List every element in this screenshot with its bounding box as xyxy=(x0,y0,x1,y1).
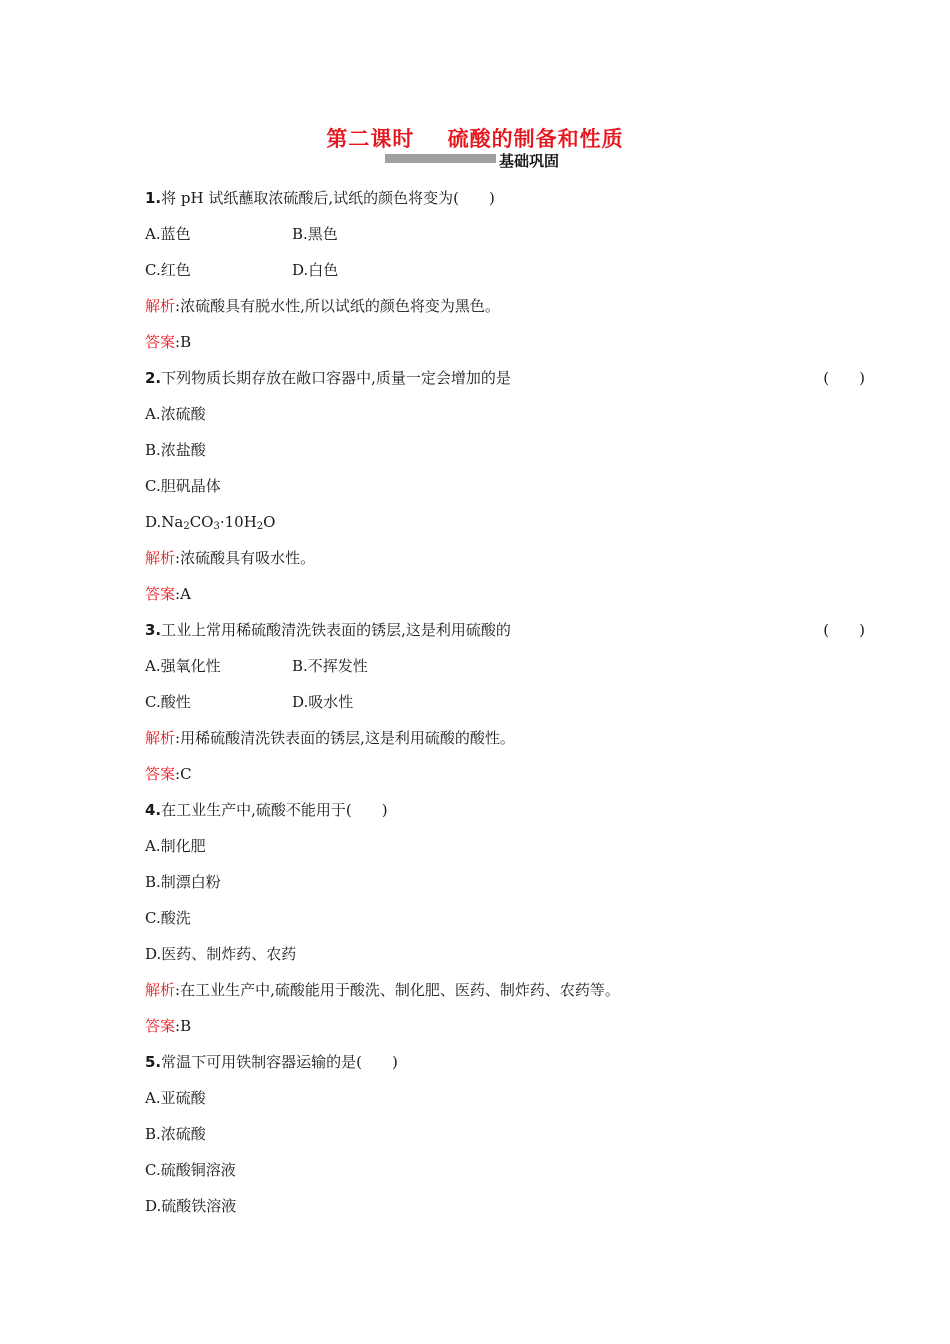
answer-text: :A xyxy=(175,585,191,603)
option-a: A.浓硫酸 xyxy=(145,405,206,423)
question-number: 2. xyxy=(145,369,162,387)
analysis xyxy=(145,540,865,576)
answer-label: 答案 xyxy=(145,1017,176,1035)
analysis-label: 解析 xyxy=(145,549,176,567)
analysis-text: :浓硫酸具有吸水性。 xyxy=(175,549,316,567)
question-2 xyxy=(145,360,865,396)
option-d: D.硫酸铁溶液 xyxy=(145,1197,237,1215)
section-label: 基础巩固 xyxy=(499,152,560,170)
answer xyxy=(145,576,865,612)
answer-label: 答案 xyxy=(145,333,176,351)
question-number: 3. xyxy=(145,621,162,639)
question-number: 1. xyxy=(145,189,162,207)
answer-blank: ( ) xyxy=(823,369,865,387)
question-number: 5. xyxy=(145,1053,162,1071)
analysis xyxy=(145,720,865,756)
question-number: 4. xyxy=(145,801,162,819)
option-a: A.制化肥 xyxy=(145,837,206,855)
options-row xyxy=(145,252,865,288)
answer xyxy=(145,756,865,792)
page-title: 第二课时 硫酸的制备和性质 xyxy=(326,127,624,151)
option-b: B.黑色 xyxy=(292,225,338,243)
analysis xyxy=(145,288,865,324)
question-text: 在工业生产中,硫酸不能用于( ) xyxy=(161,801,388,819)
answer-label: 答案 xyxy=(145,765,176,783)
option-b: B.不挥发性 xyxy=(292,657,368,675)
question-1 xyxy=(145,180,865,216)
option-d: D.医药、制炸药、农药 xyxy=(145,945,297,963)
question-text: 下列物质长期存放在敞口容器中,质量一定会增加的是 xyxy=(161,369,511,387)
analysis-text: :在工业生产中,硫酸能用于酸洗、制化肥、医药、制炸药、农药等。 xyxy=(175,981,620,999)
option-d: D.白色 xyxy=(292,261,339,279)
option-d: D.吸水性 xyxy=(292,693,354,711)
analysis-label: 解析 xyxy=(145,297,176,315)
answer-text: :B xyxy=(175,1017,192,1035)
answer-blank: ( ) xyxy=(823,621,865,639)
option-b: B.浓硫酸 xyxy=(145,1125,206,1143)
answer xyxy=(145,1008,865,1044)
options-row xyxy=(145,216,865,252)
options-row xyxy=(145,684,865,720)
analysis-text: :用稀硫酸清洗铁表面的锈层,这是利用硫酸的酸性。 xyxy=(175,729,515,747)
question-text: 工业上常用稀硫酸清洗铁表面的锈层,这是利用硫酸的 xyxy=(161,621,511,639)
answer-label: 答案 xyxy=(145,585,176,603)
document-body xyxy=(145,180,865,1224)
option-c: C.酸性 xyxy=(145,693,191,711)
option-a: A.亚硫酸 xyxy=(145,1089,206,1107)
analysis-text: :浓硫酸具有脱水性,所以试纸的颜色将变为黑色。 xyxy=(175,297,500,315)
option-d: $D.Na_2CO_3\cdot 10H_2O$ xyxy=(145,513,276,532)
question-3 xyxy=(145,612,865,648)
option-b: B.制漂白粉 xyxy=(145,873,221,891)
options-row xyxy=(145,648,865,684)
option-c: C.硫酸铜溶液 xyxy=(145,1161,236,1179)
answer-text: :C xyxy=(175,765,192,783)
analysis xyxy=(145,972,865,1008)
option-c: C.酸洗 xyxy=(145,909,191,927)
option-a: A.蓝色 xyxy=(145,225,191,243)
answer xyxy=(145,324,865,360)
analysis-label: 解析 xyxy=(145,981,176,999)
answer-text: :B xyxy=(175,333,192,351)
question-text: 常温下可用铁制容器运输的是( ) xyxy=(161,1053,398,1071)
analysis-label: 解析 xyxy=(145,729,176,747)
question-5 xyxy=(145,1044,865,1080)
option-c: C.红色 xyxy=(145,261,191,279)
option-b: B.浓盐酸 xyxy=(145,441,206,459)
section-bar xyxy=(385,154,496,163)
question-text: 将 pH 试纸蘸取浓硫酸后,试纸的颜色将变为( ) xyxy=(161,189,495,207)
question-4 xyxy=(145,792,865,828)
option-a: A.强氧化性 xyxy=(145,657,221,675)
option-c: C.胆矾晶体 xyxy=(145,477,221,495)
